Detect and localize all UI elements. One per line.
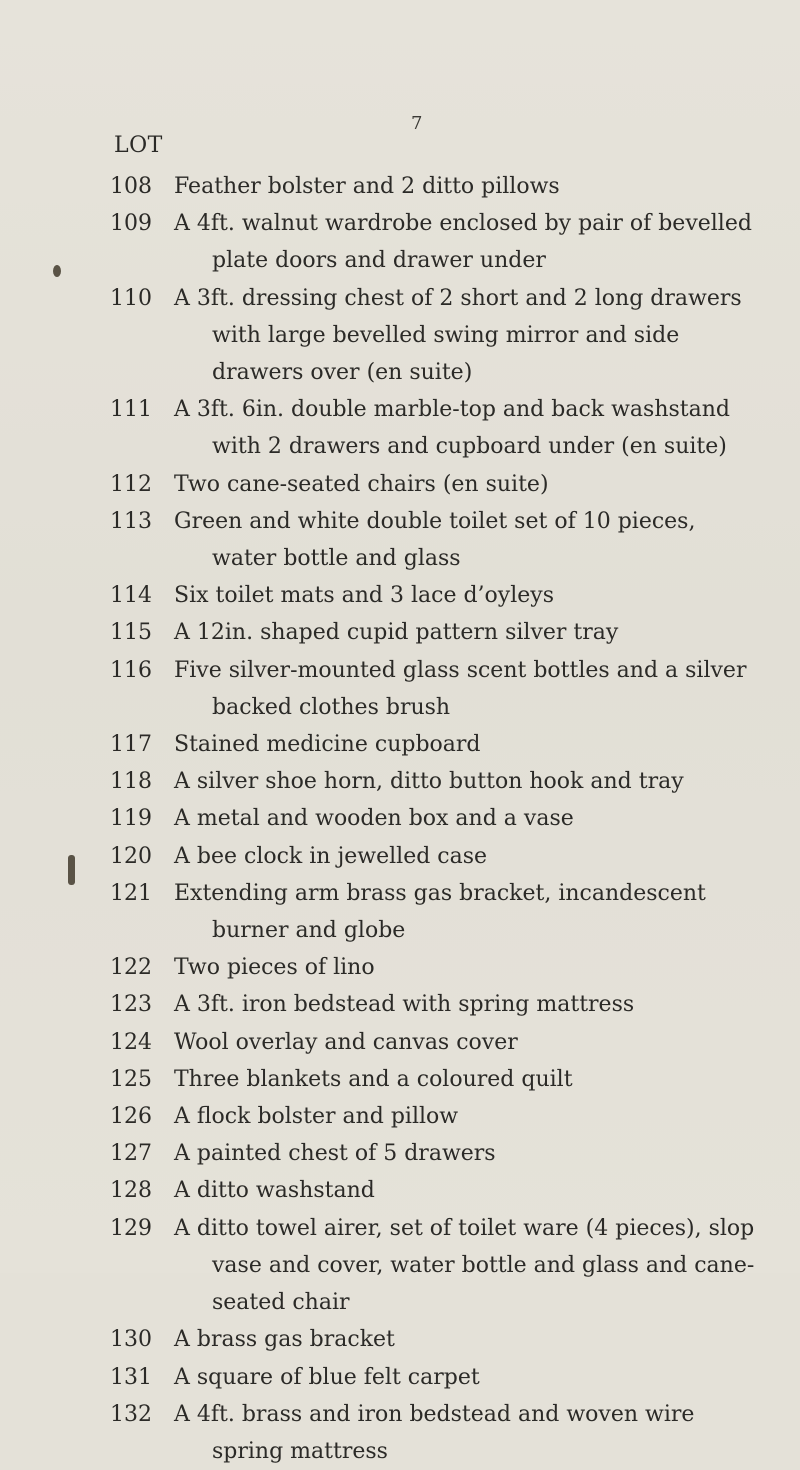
- lot-entry: [110, 726, 800, 763]
- lot-number: 125: [110, 1066, 152, 1092]
- lot-description: [174, 1024, 800, 1061]
- lot-entry: [110, 577, 800, 614]
- lot-number: 124: [110, 1029, 152, 1055]
- lot-description: [174, 1061, 800, 1098]
- lot-number: 116: [110, 657, 152, 683]
- description-line: burner and globe: [212, 918, 406, 944]
- lot-number: 110: [110, 285, 152, 311]
- lot-number: 131: [110, 1364, 152, 1390]
- lot-description: [174, 1359, 800, 1396]
- lot-entry: [110, 1024, 800, 1061]
- description-line: vase and cover, water bottle and glass and cane-: [212, 1252, 755, 1278]
- lot-entry: [110, 986, 800, 1023]
- lot-number: 119: [110, 806, 152, 832]
- lot-entry: [110, 1359, 800, 1396]
- lot-number: 117: [110, 732, 152, 758]
- lot-number: 115: [110, 620, 152, 646]
- lot-number: 114: [110, 583, 152, 609]
- description-line: A 4ft. walnut wardrobe enclosed by pair of bevelled: [174, 211, 752, 237]
- description-line: with 2 drawers and cupboard under (en suite): [212, 434, 727, 460]
- description-line: plate doors and drawer under: [212, 248, 546, 274]
- lot-number: 132: [110, 1401, 152, 1427]
- lot-entry: [110, 391, 800, 465]
- description-line: Three blankets and a coloured quilt: [174, 1066, 573, 1092]
- lot-number: 128: [110, 1178, 152, 1204]
- description-line: Two pieces of lino: [174, 955, 375, 981]
- lot-number: 112: [110, 471, 152, 497]
- lot-description: [174, 726, 800, 763]
- lot-entry: [110, 503, 800, 577]
- lot-description: [174, 466, 800, 503]
- lot-entry: [110, 614, 800, 651]
- lot-description: [174, 763, 800, 800]
- description-line: Six toilet mats and 3 lace d’oyleys: [174, 583, 554, 609]
- lot-entry: [110, 1061, 800, 1098]
- description-line: Green and white double toilet set of 10 pieces,: [174, 508, 696, 534]
- description-line: drawers over (en suite): [212, 360, 473, 386]
- lot-description: [174, 800, 800, 837]
- lot-number: 120: [110, 843, 152, 869]
- description-line: A metal and wooden box and a vase: [174, 806, 574, 832]
- description-line: Five silver-mounted glass scent bottles and a silver: [174, 657, 747, 683]
- lot-list: [110, 168, 800, 1470]
- lot-entry: [110, 1098, 800, 1135]
- description-line: A 3ft. dressing chest of 2 short and 2 long drawers: [174, 285, 742, 311]
- description-line: Extending arm brass gas bracket, incandescent: [174, 880, 706, 906]
- margin-ink-mark: [53, 265, 61, 277]
- lot-entry: [110, 1172, 800, 1209]
- lot-description: [174, 280, 800, 392]
- description-line: Stained medicine cupboard: [174, 732, 481, 758]
- description-line: A bee clock in jewelled case: [174, 843, 488, 869]
- lot-number: 127: [110, 1141, 152, 1167]
- description-line: Feather bolster and 2 ditto pillows: [174, 174, 560, 199]
- lot-entry: [110, 763, 800, 800]
- lot-number: 118: [110, 769, 152, 795]
- lot-number: 111: [110, 397, 152, 423]
- lot-description: [174, 205, 800, 279]
- lot-description: [174, 949, 800, 986]
- lot-entry: [110, 205, 800, 279]
- description-line: A 3ft. iron bedstead with spring mattress: [174, 992, 635, 1018]
- lot-entry: [110, 1135, 800, 1172]
- lot-entry: [110, 652, 800, 726]
- description-line: A 12in. shaped cupid pattern silver tray: [174, 620, 619, 646]
- lot-entry: [110, 1210, 800, 1322]
- lot-description: [174, 875, 800, 949]
- lot-column-header: LOT: [114, 133, 163, 158]
- lot-description: [174, 614, 800, 651]
- lot-number: 109: [110, 211, 152, 237]
- lot-description: [174, 1321, 800, 1358]
- lot-number: 129: [110, 1215, 152, 1241]
- lot-description: [174, 838, 800, 875]
- lot-description: [174, 577, 800, 614]
- description-line: A 4ft. brass and iron bedstead and woven wire: [174, 1401, 695, 1427]
- lot-entry: [110, 168, 800, 205]
- lot-entry: [110, 466, 800, 503]
- description-line: A silver shoe horn, ditto button hook and tray: [174, 769, 684, 795]
- lot-number: 122: [110, 955, 152, 981]
- lot-entry: [110, 949, 800, 986]
- lot-number: 130: [110, 1327, 152, 1353]
- lot-description: [174, 1098, 800, 1135]
- lot-number: 113: [110, 508, 152, 534]
- description-line: A 3ft. 6in. double marble-top and back washstand: [174, 397, 731, 423]
- lot-entry: [110, 280, 800, 392]
- lot-description: [174, 168, 800, 205]
- lot-description: [174, 1210, 800, 1322]
- lot-description: [174, 1172, 800, 1209]
- lot-number: 123: [110, 992, 152, 1018]
- lot-entry: [110, 800, 800, 837]
- lot-description: [174, 652, 800, 726]
- description-line: Wool overlay and canvas cover: [174, 1029, 518, 1055]
- lot-entry: [110, 875, 800, 949]
- lot-description: [174, 986, 800, 1023]
- lot-description: [174, 503, 800, 577]
- lot-description: [174, 391, 800, 465]
- lot-number: 126: [110, 1104, 152, 1130]
- lot-description: [174, 1135, 800, 1172]
- page-number: 7: [411, 113, 423, 134]
- description-line: A flock bolster and pillow: [174, 1104, 459, 1130]
- lot-entry: [110, 838, 800, 875]
- description-line: water bottle and glass: [212, 546, 461, 572]
- description-line: backed clothes brush: [212, 694, 451, 720]
- description-line: spring mattress: [212, 1438, 388, 1464]
- description-line: seated chair: [212, 1290, 350, 1316]
- description-line: A painted chest of 5 drawers: [174, 1141, 496, 1167]
- description-line: with large bevelled swing mirror and side: [212, 322, 680, 348]
- description-line: A square of blue felt carpet: [174, 1364, 480, 1390]
- lot-entry: [110, 1396, 800, 1470]
- description-line: A ditto towel airer, set of toilet ware (4 pieces), slop: [174, 1215, 755, 1241]
- lot-number: 108: [110, 174, 152, 199]
- description-line: A ditto washstand: [174, 1178, 375, 1204]
- lot-number: 121: [110, 880, 152, 906]
- margin-ink-mark: [68, 855, 75, 885]
- description-line: Two cane-seated chairs (en suite): [174, 471, 549, 497]
- lot-entry: [110, 1321, 800, 1358]
- lot-description: [174, 1396, 800, 1470]
- description-line: A brass gas bracket: [174, 1327, 395, 1353]
